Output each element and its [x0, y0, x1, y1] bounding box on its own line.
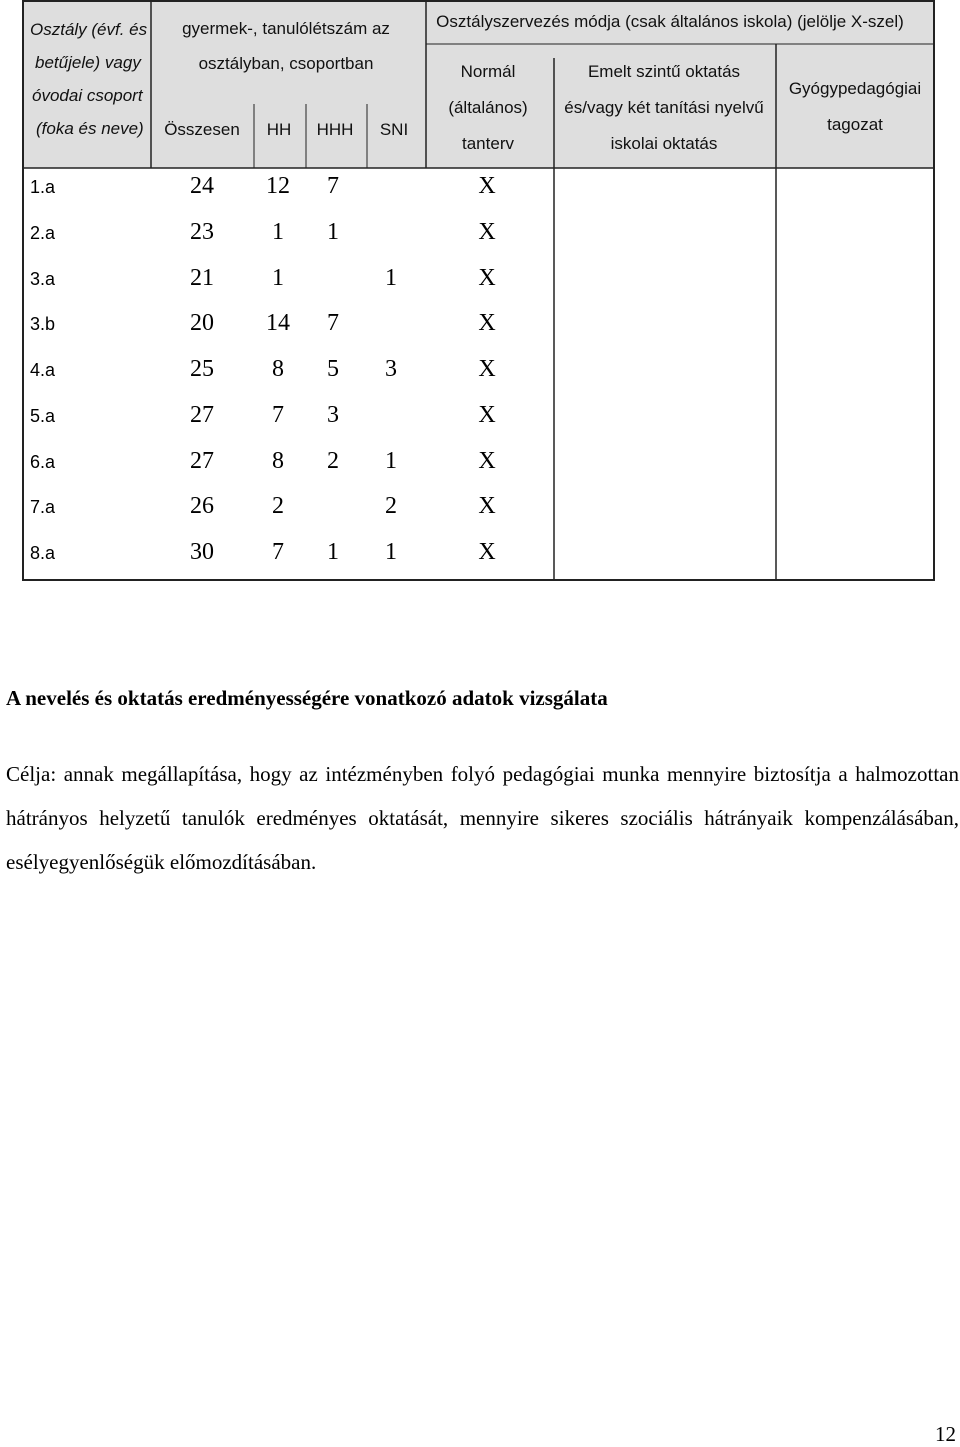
cell-hhh: 1	[327, 539, 339, 565]
cell-sni: 1	[385, 539, 397, 565]
cell-normal-mark: X	[478, 356, 496, 382]
cell-hhh: 1	[327, 219, 339, 245]
row-class-label: 5.a	[30, 406, 56, 426]
class-statistics-table	[22, 0, 935, 581]
row-class-label: 4.a	[30, 360, 56, 380]
cell-normal-mark: X	[478, 310, 496, 336]
cell-total: 25	[190, 356, 214, 382]
cell-total: 26	[190, 493, 214, 519]
cell-hhh: 3	[327, 402, 339, 428]
cell-hhh: 2	[327, 448, 339, 474]
cell-hh: 7	[272, 402, 284, 428]
row-class-label: 2.a	[30, 223, 56, 243]
header-class-line-2: betűjele) vagy	[35, 53, 141, 72]
header-count-group-line-1: gyermek-, tanulólétszám az	[182, 19, 390, 38]
cell-total: 27	[190, 448, 214, 474]
header-class-line-3: óvodai csoport	[32, 86, 143, 105]
header-hh: HH	[266, 120, 292, 139]
cell-hhh: 7	[327, 173, 339, 199]
cell-total: 23	[190, 219, 214, 245]
row-class-label: 7.a	[30, 497, 56, 517]
cell-hhh: 5	[327, 356, 339, 382]
cell-normal-mark: X	[478, 173, 496, 199]
header-class-line-1: Osztály (évf. és	[30, 20, 148, 39]
header-count-group-line-2: osztályban, csoportban	[198, 54, 374, 73]
header-normal-line-3: tanterv	[462, 134, 514, 153]
header-organisation-group: Osztályszervezés módja (csak általános iskola) (jelölje X-szel)	[436, 12, 904, 31]
row-class-label: 3.a	[30, 269, 56, 289]
cell-hh: 1	[272, 219, 284, 245]
row-class-label: 1.a	[30, 177, 56, 197]
cell-hh: 7	[272, 539, 284, 565]
header-emelt-line-1: Emelt szintű oktatás	[587, 62, 741, 81]
cell-total: 24	[190, 173, 214, 199]
cell-sni: 1	[385, 448, 397, 474]
header-gyogy-line-2: tagozat	[827, 115, 883, 134]
cell-hh: 1	[272, 265, 284, 291]
header-class-line-4: (foka és neve)	[36, 119, 144, 138]
cell-total: 27	[190, 402, 214, 428]
cell-hh: 8	[272, 448, 284, 474]
cell-normal-mark: X	[478, 219, 496, 245]
header-gyogy-line-1: Gyógypedagógiai	[788, 79, 922, 98]
cell-hh: 12	[266, 173, 290, 199]
cell-total: 30	[190, 539, 214, 565]
cell-sni: 3	[385, 356, 397, 382]
header-emelt-line-3: iskolai oktatás	[610, 134, 718, 153]
cell-hh: 8	[272, 356, 284, 382]
header-total: Összesen	[164, 120, 240, 139]
cell-normal-mark: X	[478, 448, 496, 474]
header-emelt-line-2: és/vagy két tanítási nyelvű	[564, 98, 764, 117]
cell-total: 21	[190, 265, 214, 291]
cell-hhh: 7	[327, 310, 339, 336]
row-class-label: 6.a	[30, 452, 56, 472]
cell-hh: 14	[266, 310, 290, 336]
cell-normal-mark: X	[478, 539, 496, 565]
cell-normal-mark: X	[478, 265, 496, 291]
cell-normal-mark: X	[478, 402, 496, 428]
row-class-label: 8.a	[30, 543, 56, 563]
header-sni: SNI	[379, 120, 409, 139]
section-heading: A nevelés és oktatás eredményességére vonatkozó adatok vizsgálata	[6, 686, 608, 710]
section-paragraph: Célja: annak megállapítása, hogy az intézményben folyó pedagógiai munka mennyire biztosítja a halmozottan hátrányos helyzetű tanulók eredményes oktatását, mennyire sikeres szociális hátrányaik kompenzálásában, esélyegyenlőségük előmozdításában.	[6, 762, 959, 874]
page-number: 12	[935, 1422, 956, 1446]
header-normal-line-1: Normál	[460, 62, 516, 81]
cell-normal-mark: X	[478, 493, 496, 519]
header-normal-line-2: (általános)	[448, 98, 528, 117]
cell-sni: 1	[385, 265, 397, 291]
header-hhh: HHH	[316, 120, 354, 139]
cell-total: 20	[190, 310, 214, 336]
row-class-label: 3.b	[30, 314, 56, 334]
cell-hh: 2	[272, 493, 284, 519]
cell-sni: 2	[385, 493, 397, 519]
